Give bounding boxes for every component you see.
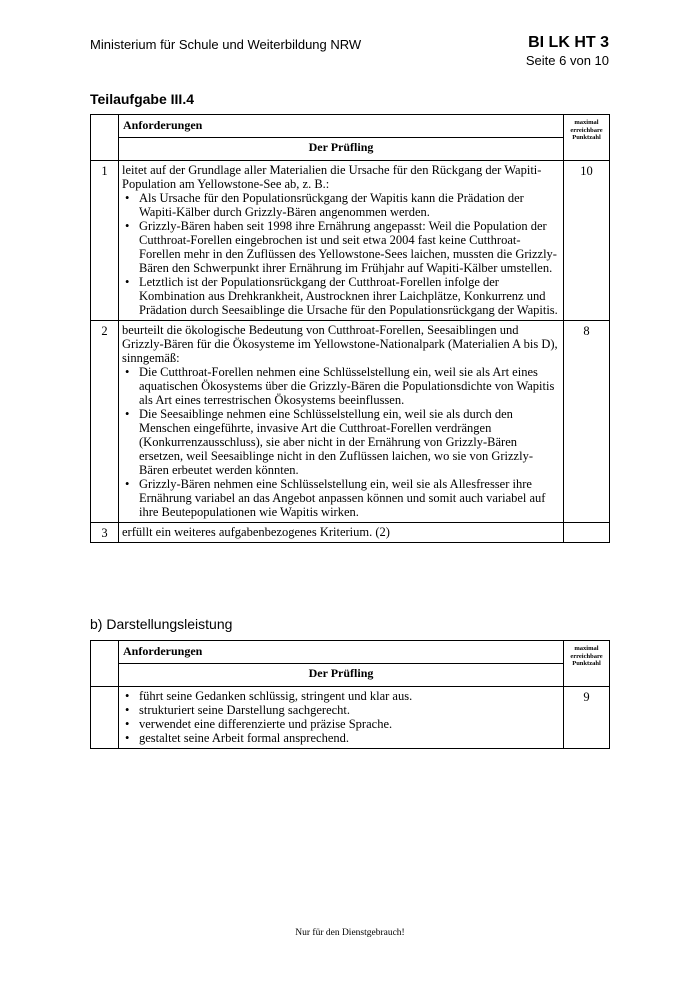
header-points-line1: maximal bbox=[574, 645, 599, 652]
list-item: • Grizzly-Bären haben seit 1998 ihre Ernährung angepasst: Weil die Population der Cutthroat-Forellen eingebrochen ist und seit etwa 2004 fast keine Cutthroat-Forellen mehr in den Zuflüssen des Yellowstone-Sees laichen, mussten die Grizzly-Bären den Schwerpunkt ihrer Ernährung im Frühjahr auf Wapiti-Kälber umstellen. bbox=[122, 219, 560, 275]
list-item: • gestaltet seine Arbeit formal ansprechend. bbox=[122, 731, 560, 745]
header-num-cell bbox=[91, 641, 119, 687]
table-subheader-row bbox=[91, 664, 610, 687]
table-header-row bbox=[91, 641, 610, 664]
header-points-line1: maximal bbox=[574, 119, 599, 126]
bullet-list bbox=[122, 365, 560, 519]
row-content bbox=[119, 687, 564, 749]
section-b-title: b) Darstellungsleistung bbox=[90, 616, 233, 632]
row-points: 9 bbox=[564, 687, 610, 749]
table-header-row bbox=[91, 115, 610, 138]
list-item: • Die Cutthroat-Forellen nehmen eine Schlüsselstellung ein, weil sie als Art eines aquatischen Ökosystems über die Grizzly-Bären die Populationsdichte von Wapitis als Art eines terrestrischen Ökosystems beeinflussen. bbox=[122, 365, 560, 407]
table-row bbox=[91, 321, 610, 523]
header-points-line2: erreichbare bbox=[570, 126, 603, 134]
row-intro: erfüllt ein weiteres aufgabenbezogenes Kriterium. (2) bbox=[122, 525, 390, 539]
header-ministry: Ministerium für Schule und Weiterbildung NRW bbox=[90, 37, 362, 52]
list-item: • Die Seesaiblinge nehmen eine Schlüsselstellung ein, weil sie als durch den Menschen eingeführte, invasive Art die Cutthroat-Forellen verdrängen (Konkurrenzausschluss), sie aber nicht in der Ernährung von Grizzly-Bären ersetzen, weil Seesaiblinge nicht in den Zuflüssen laichen, wo sie von Grizzly-Bären erbeutet werden könnten. bbox=[122, 407, 560, 477]
header-num-cell bbox=[91, 115, 119, 161]
bullet-list bbox=[122, 191, 560, 317]
list-item: • Als Ursache für den Populationsrückgang der Wapitis kann die Prädation der Wapiti-Kälber durch Grizzly-Bären angenommen werden. bbox=[122, 191, 560, 219]
task-title: Teilaufgabe III.4 bbox=[90, 91, 194, 107]
header-max-points bbox=[564, 115, 610, 161]
header-page-number: Seite 6 von 10 bbox=[525, 53, 609, 68]
header-examinee: Der Prüfling bbox=[119, 664, 564, 687]
row-number bbox=[91, 687, 119, 749]
row-number: 1 bbox=[91, 161, 119, 321]
row-intro: leitet auf der Grundlage aller Materialien die Ursache für den Rückgang der Wapiti-Population am Yellowstone-See ab, z. B.: bbox=[122, 163, 542, 191]
row-number: 3 bbox=[91, 523, 119, 543]
row-points: 8 bbox=[564, 321, 610, 523]
header-max-points bbox=[564, 641, 610, 687]
header-examinee: Der Prüfling bbox=[119, 138, 564, 161]
header-exam-code: BI LK HT 3 bbox=[528, 34, 609, 51]
row-content bbox=[119, 161, 564, 321]
table-row bbox=[91, 161, 610, 321]
row-content bbox=[119, 523, 564, 543]
table-row bbox=[91, 687, 610, 749]
table-row bbox=[91, 523, 610, 543]
row-points bbox=[564, 523, 610, 543]
header-points-line3: Punktzahl bbox=[572, 660, 601, 667]
header-requirements: Anforderungen bbox=[119, 115, 564, 138]
row-points: 10 bbox=[564, 161, 610, 321]
scoring-table bbox=[90, 114, 610, 543]
list-item: • Grizzly-Bären nehmen eine Schlüsselstellung ein, weil sie als Allesfresser ihre Ernährung variabel an das Angebot anpassen können und somit auch variabel auf ihre Beutepopulationen wie Wapitis wirken. bbox=[122, 477, 560, 519]
header-points-line2: erreichbare bbox=[570, 652, 603, 660]
list-item: • verwendet eine differenzierte und präzise Sprache. bbox=[122, 717, 560, 731]
row-content bbox=[119, 321, 564, 523]
presentation-table bbox=[90, 640, 610, 749]
table-subheader-row bbox=[91, 138, 610, 161]
row-intro: beurteilt die ökologische Bedeutung von Cutthroat-Forellen, Seesaiblingen und Grizzly-Bären für die Ökosysteme im Yellowstone-Nationalpark (Materialien A bis D), sinngemäß: bbox=[122, 323, 558, 365]
list-item: • führt seine Gedanken schlüssig, stringent und klar aus. bbox=[122, 689, 560, 703]
bullet-list bbox=[122, 689, 560, 745]
footer-note: Nur für den Dienstgebrauch! bbox=[295, 928, 405, 938]
header-requirements: Anforderungen bbox=[119, 641, 564, 664]
list-item: • strukturiert seine Darstellung sachgerecht. bbox=[122, 703, 560, 717]
list-item: • Letztlich ist der Populationsrückgang der Cutthroat-Forellen infolge der Kombination aus Drehkrankheit, Austrocknen ihrer Laichplätze, Konkurrenz und Prädation durch Seesaiblinge die Ursache für den Populationsrückgang der Wapitis. bbox=[122, 275, 560, 317]
header-points-line3: Punktzahl bbox=[572, 134, 601, 141]
row-number: 2 bbox=[91, 321, 119, 523]
